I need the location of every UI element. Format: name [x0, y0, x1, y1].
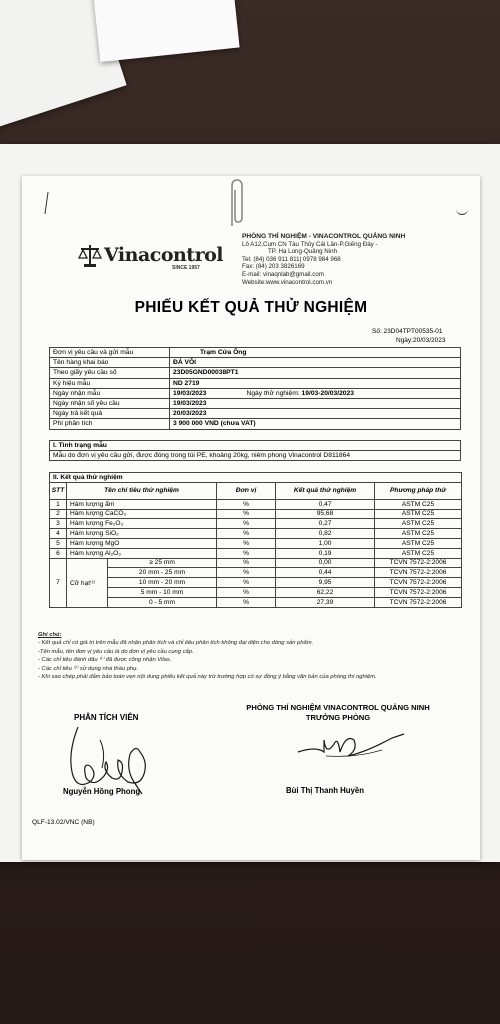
lab-address-block	[242, 233, 405, 286]
method-cell: ASTM C25	[375, 538, 462, 548]
sample-condition-table	[49, 440, 461, 461]
value-cell: 0,47	[276, 499, 375, 509]
info-value: ND 2719	[170, 378, 461, 388]
analyst-title: PHÂN TÍCH VIÊN	[74, 713, 139, 722]
note-line: - Khi sao chép phải đảm bảo toàn vẹn nội dung phiếu kết quả này trừ trường hợp có sự đồng ý bằng văn bản của phòng thí nghiệm.	[38, 674, 377, 681]
brand-since: SINCE 1957	[172, 265, 200, 271]
value-cell: 0,27	[276, 519, 375, 529]
name-cell: Hàm lượng SiO₂	[67, 529, 217, 539]
table-row	[50, 538, 462, 548]
brand-name: Vinacontrol	[104, 244, 223, 266]
lab-email: E-mail: vinaqnlab@gmail.com	[242, 270, 324, 278]
analyst-name: Nguyễn Hồng Phong	[63, 787, 141, 796]
table-row	[50, 499, 462, 509]
value-cell: 27,39	[276, 597, 375, 607]
table-row	[50, 587, 462, 597]
note-line: - Các chỉ tiêu đánh dấu ⁽¹⁾ đã được công nhận Vilas.	[38, 657, 172, 664]
info-value: 23D05GND00038PT1	[170, 368, 461, 378]
stt-cell: 4	[50, 529, 67, 539]
table-row	[50, 368, 461, 378]
info-value: 19/03/2023	[173, 389, 207, 397]
analyst-signature	[60, 722, 160, 797]
document-number: Số: 23D04TPT00535-01	[372, 328, 443, 335]
unit-cell: %	[217, 509, 276, 519]
method-cell: TCVN 7572-2:2006	[375, 568, 462, 578]
form-code: QLF-13.02/VNC (NB)	[32, 819, 95, 826]
head-name: Bùi Thị Thanh Huyền	[286, 786, 364, 795]
lab-fax: Fax: (84) 203 3826169	[242, 263, 305, 271]
stt-cell: 7	[50, 558, 67, 607]
table-row	[50, 419, 461, 429]
note-line: -Tên mẫu, tên đơn vị yêu cầu là do đơn vị yêu cầu cung cấp.	[38, 648, 194, 655]
method-cell: TCVN 7572-2:2006	[375, 597, 462, 607]
method-cell: TCVN 7572-2:2006	[375, 578, 462, 588]
stt-cell: 6	[50, 548, 67, 558]
info-value: 19/03/2023	[170, 398, 461, 408]
table-row	[50, 529, 462, 539]
test-date-label: Ngày thử nghiệm:	[246, 389, 300, 397]
stt-cell: 2	[50, 509, 67, 519]
info-key: Ngày nhận mẫu	[50, 388, 170, 398]
results-table	[49, 472, 462, 608]
sample-condition-text: Mẫu do đơn vị yêu cầu gửi, được đóng trong túi PE, khoảng 20kg, niêm phong Vinacontrol D811864	[50, 450, 461, 460]
table-row	[50, 398, 461, 408]
table-row	[50, 348, 461, 358]
table-row	[50, 388, 461, 398]
signing-block-title	[224, 703, 452, 723]
table-row	[50, 597, 462, 607]
table-row	[50, 558, 462, 568]
info-key: Ký hiệu mẫu	[50, 378, 170, 388]
name-cell: Hàm lượng ẩm	[67, 499, 217, 509]
info-key: Ngày trả kết quả	[50, 409, 170, 419]
method-cell: ASTM C25	[375, 499, 462, 509]
size-cell: 10 mm - 20 mm	[108, 578, 217, 588]
unit-cell: %	[217, 597, 276, 607]
table-row	[50, 568, 462, 578]
info-value: 3 900 000 VND (chưa VAT)	[170, 419, 461, 429]
section-title: I. Tình trạng mẫu	[50, 441, 461, 451]
name-cell: Hàm lượng Al₂O₃	[67, 548, 217, 558]
size-cell: 5 mm - 10 mm	[108, 587, 217, 597]
table-row	[50, 473, 462, 483]
size-cell: 20 mm - 25 mm	[108, 568, 217, 578]
document-title: PHIẾU KẾT QUẢ THỬ NGHIỆM	[134, 299, 368, 316]
lab-name: PHÒNG THÍ NGHIỆM - VINACONTROL QUẢNG NINH	[242, 233, 406, 240]
info-value: ĐÁ VÔI	[170, 358, 461, 368]
table-row	[50, 378, 461, 388]
name-cell: Hàm lượng MgO	[67, 538, 217, 548]
method-cell: ASTM C25	[375, 548, 462, 558]
stt-cell: 3	[50, 519, 67, 529]
value-cell: 95,68	[276, 509, 375, 519]
head-title: TRƯỞNG PHÒNG	[305, 713, 371, 722]
unit-cell: %	[217, 548, 276, 558]
size-cell: 0 - 5 mm	[108, 597, 217, 607]
note-line: - Các chỉ tiêu ⁽²⁾ sử dụng nhà thầu phụ.	[38, 665, 138, 672]
value-cell: 9,95	[276, 578, 375, 588]
name-cell: Cỡ hạt⁽¹⁾	[67, 558, 108, 607]
document-date: Ngày:20/03/2023	[396, 337, 446, 344]
table-row	[50, 519, 462, 529]
section-title: II. Kết quả thử nghiệm	[50, 473, 462, 483]
column-header: Tên chỉ tiêu thử nghiệm	[67, 482, 217, 499]
unit-cell: %	[217, 568, 276, 578]
info-value: 20/03/2023	[170, 409, 461, 419]
head-signature	[296, 726, 406, 766]
value-cell: 0,82	[276, 529, 375, 539]
unit-cell: %	[217, 499, 276, 509]
name-cell: Hàm lượng CaCO₃	[67, 509, 217, 519]
lab-website: Website:www.vinacontrol.com.vn	[242, 278, 333, 286]
unit-cell: %	[217, 587, 276, 597]
table-row	[50, 509, 462, 519]
notes-block	[38, 631, 377, 681]
value-cell: 0,00	[276, 558, 375, 568]
test-date-value: 19/03-20/03/2023	[301, 389, 354, 397]
column-header: STT	[50, 482, 67, 499]
column-header: Đơn vị	[217, 482, 276, 499]
info-value-cell	[170, 388, 461, 398]
method-cell: ASTM C25	[375, 529, 462, 539]
table-row	[50, 358, 461, 368]
unit-cell: %	[217, 578, 276, 588]
info-key: Phí phân tích	[50, 419, 170, 429]
lab-city: TP. Hạ Long-Quảng Ninh	[268, 248, 338, 256]
table-header-row	[50, 482, 462, 499]
notes-title: Ghi chú:	[38, 632, 62, 638]
unit-cell: %	[217, 558, 276, 568]
info-key: Theo giấy yêu cầu số	[50, 368, 170, 378]
info-value: Trạm Cửa Ông	[170, 348, 461, 358]
lab-address: Lô A12,Cụm CN Tàu Thủy Cái Lân-P.Giếng Đáy -	[242, 240, 378, 248]
value-cell: 62,22	[276, 587, 375, 597]
info-key: Ngày nhận số yêu cầu	[50, 398, 170, 408]
lab-sign-title: PHÒNG THÍ NGHIỆM VINACONTROL QUẢNG NINH	[246, 703, 430, 712]
unit-cell: %	[217, 529, 276, 539]
unit-cell: %	[217, 519, 276, 529]
stt-cell: 5	[50, 538, 67, 548]
scale-logo-icon	[78, 242, 102, 268]
table-row	[50, 450, 461, 460]
stt-cell: 1	[50, 499, 67, 509]
column-header: Phương pháp thử	[375, 482, 462, 499]
value-cell: 0,44	[276, 568, 375, 578]
sample-info-table	[49, 347, 461, 430]
note-line: - Kết quả chỉ có giá trị trên mẫu đã nhận phân tích và chỉ tiêu phân tích không đại diện cho dòng sản phẩm.	[38, 640, 314, 647]
table-row	[50, 548, 462, 558]
lab-tel: Tel: (84) 036 911 811| 0978 984 968	[242, 255, 341, 263]
name-cell: Hàm lượng Fe₂O₃	[67, 519, 217, 529]
paper-clip-icon	[226, 178, 246, 228]
table-row	[50, 441, 461, 451]
unit-cell: %	[217, 538, 276, 548]
info-key: Tên hàng khai báo	[50, 358, 170, 368]
method-cell: ASTM C25	[375, 519, 462, 529]
method-cell: ASTM C25	[375, 509, 462, 519]
company-logo	[78, 242, 223, 268]
method-cell: TCVN 7572-2:2006	[375, 587, 462, 597]
column-header: Kết quả thử nghiệm	[276, 482, 375, 499]
table-row	[50, 578, 462, 588]
value-cell: 0,19	[276, 548, 375, 558]
size-cell: ≥ 25 mm	[108, 558, 217, 568]
info-key: Đơn vị yêu cầu và gửi mẫu	[50, 348, 170, 358]
value-cell: 1,00	[276, 538, 375, 548]
table-row	[50, 409, 461, 419]
method-cell: TCVN 7572-2:2006	[375, 558, 462, 568]
